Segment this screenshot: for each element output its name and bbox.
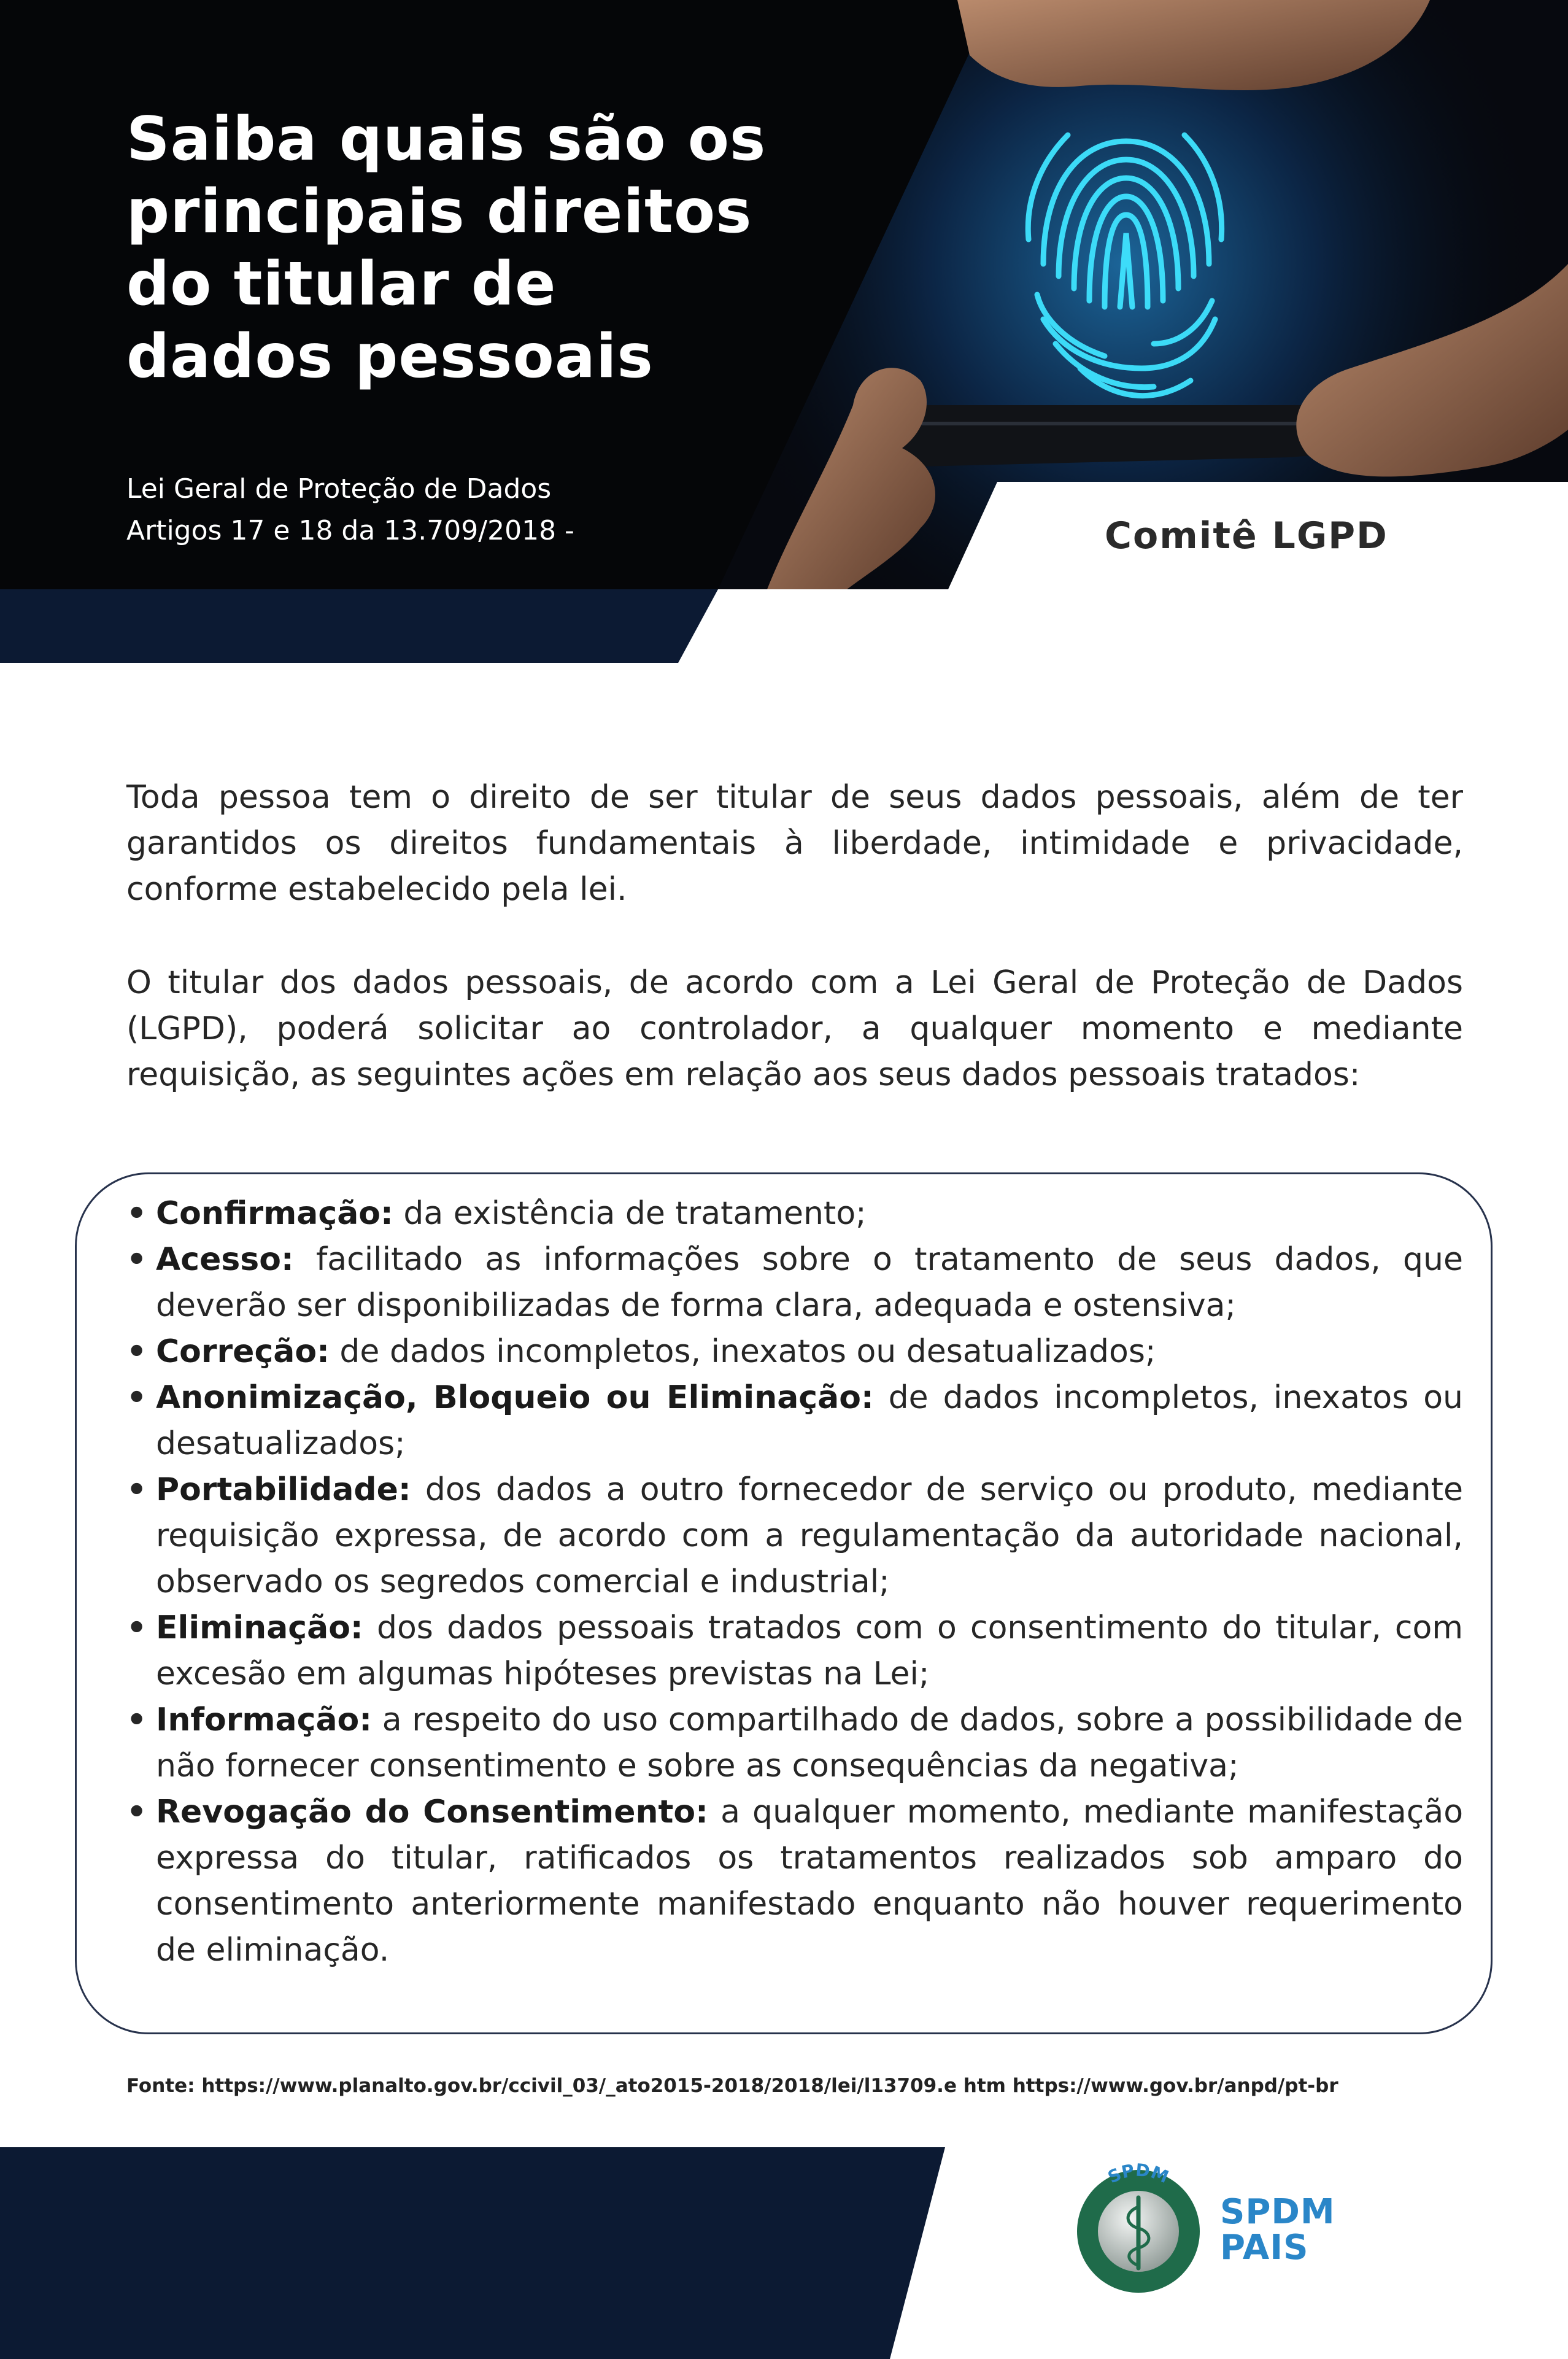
bullet: •	[126, 1195, 147, 1232]
title-line: dados pessoais	[126, 322, 654, 392]
title-line: do titular de	[126, 249, 557, 319]
spdm-logo-text	[1220, 2194, 1335, 2266]
right-term: Confirmação:	[156, 1195, 393, 1232]
right-text: a qualquer momento, mediante manifestação expressa do titular, ratificados os tratamentos realizados sob amparo do consentimento anteriormente manifestado enquanto não houver requerimento de eliminação.	[156, 1794, 1464, 1969]
list-item	[126, 1467, 1463, 1605]
right-text: facilitado as informações sobre o tratamento de seus dados, que deverão ser disponibilizadas de forma clara, adequada e ostensiva;	[156, 1241, 1463, 1324]
bullet: •	[126, 1379, 147, 1416]
right-text: de dados incompletos, inexatos ou desatualizados;	[156, 1379, 1464, 1462]
law-articles: Artigos 17 e 18 da 13.709/2018 -	[126, 515, 574, 546]
right-term: Portabilidade:	[156, 1471, 411, 1508]
right-term: Correção:	[156, 1333, 330, 1370]
bullet: •	[126, 1471, 147, 1508]
list-item	[126, 1789, 1463, 1974]
bullet: •	[126, 1609, 147, 1646]
right-term: Eliminação:	[156, 1609, 363, 1646]
navy-band	[0, 589, 718, 663]
source-note: Fonte: https://www.planalto.gov.br/ccivil_03/_ato2015-2018/2018/lei/l13709.e htm https://www.gov.br/anpd/pt-br	[126, 2075, 1338, 2097]
law-reference	[126, 468, 740, 552]
right-term: Acesso:	[156, 1241, 294, 1278]
right-text: da existência de tratamento;	[403, 1195, 867, 1232]
list-item	[126, 1329, 1463, 1375]
bullet: •	[126, 1702, 147, 1738]
spdm-logo-emblem	[1065, 2148, 1212, 2308]
right-term: Revogação do Consentimento:	[156, 1794, 708, 1830]
right-text: dos dados pessoais tratados com o consentimento do titular, com excesão em algumas hipóteses previstas na Lei;	[156, 1609, 1463, 1692]
law-name: Lei Geral de Proteção de Dados	[126, 473, 552, 505]
right-text: a respeito do uso compartilhado de dados, sobre a possibilidade de não fornecer consentimento e sobre as consequências da negativa;	[156, 1702, 1463, 1784]
logo-name-line-2: PAIS	[1220, 2228, 1309, 2268]
intro-paragraph-1: Toda pessoa tem o direito de ser titular de seus dados pessoais, além de ter garantidos os direitos fundamentais à liberdade, intimidade e privacidade, conforme estabelecido pela lei.	[126, 779, 1463, 908]
bullet: •	[126, 1333, 147, 1370]
logo-name-line-1: SPDM	[1220, 2192, 1335, 2232]
title-line: Saiba quais são os	[126, 104, 767, 174]
right-text: de dados incompletos, inexatos ou desatualizados;	[339, 1333, 1156, 1370]
list-item	[126, 1191, 1463, 1237]
bullet: •	[126, 1241, 147, 1278]
logo-ring-text: SPDM	[1105, 2160, 1172, 2188]
list-item	[126, 1697, 1463, 1789]
right-term: Informação:	[156, 1702, 373, 1738]
right-text: dos dados a outro fornecedor de serviço ou produto, mediante requisição expressa, de acordo com a regulamentação da autoridade nacional, observado os segredos comercial e industrial;	[156, 1471, 1463, 1600]
bullet: •	[126, 1794, 147, 1830]
intro-paragraph-2: O titular dos dados pessoais, de acordo com a Lei Geral de Proteção de Dados (LGPD), poderá solicitar ao controlador, a qualquer momento e mediante requisição, as seguintes ações em relação aos seus dados pessoais tratados:	[126, 964, 1463, 1093]
committee-label: Comitê LGPD	[1105, 514, 1388, 557]
list-item	[126, 1605, 1463, 1697]
title-line: principais direitos	[126, 177, 752, 247]
right-term: Anonimização, Bloqueio ou Eliminação:	[156, 1379, 874, 1416]
page-title	[126, 103, 863, 393]
rights-list	[126, 1191, 1463, 1974]
list-item	[126, 1375, 1463, 1467]
list-item	[126, 1237, 1463, 1329]
